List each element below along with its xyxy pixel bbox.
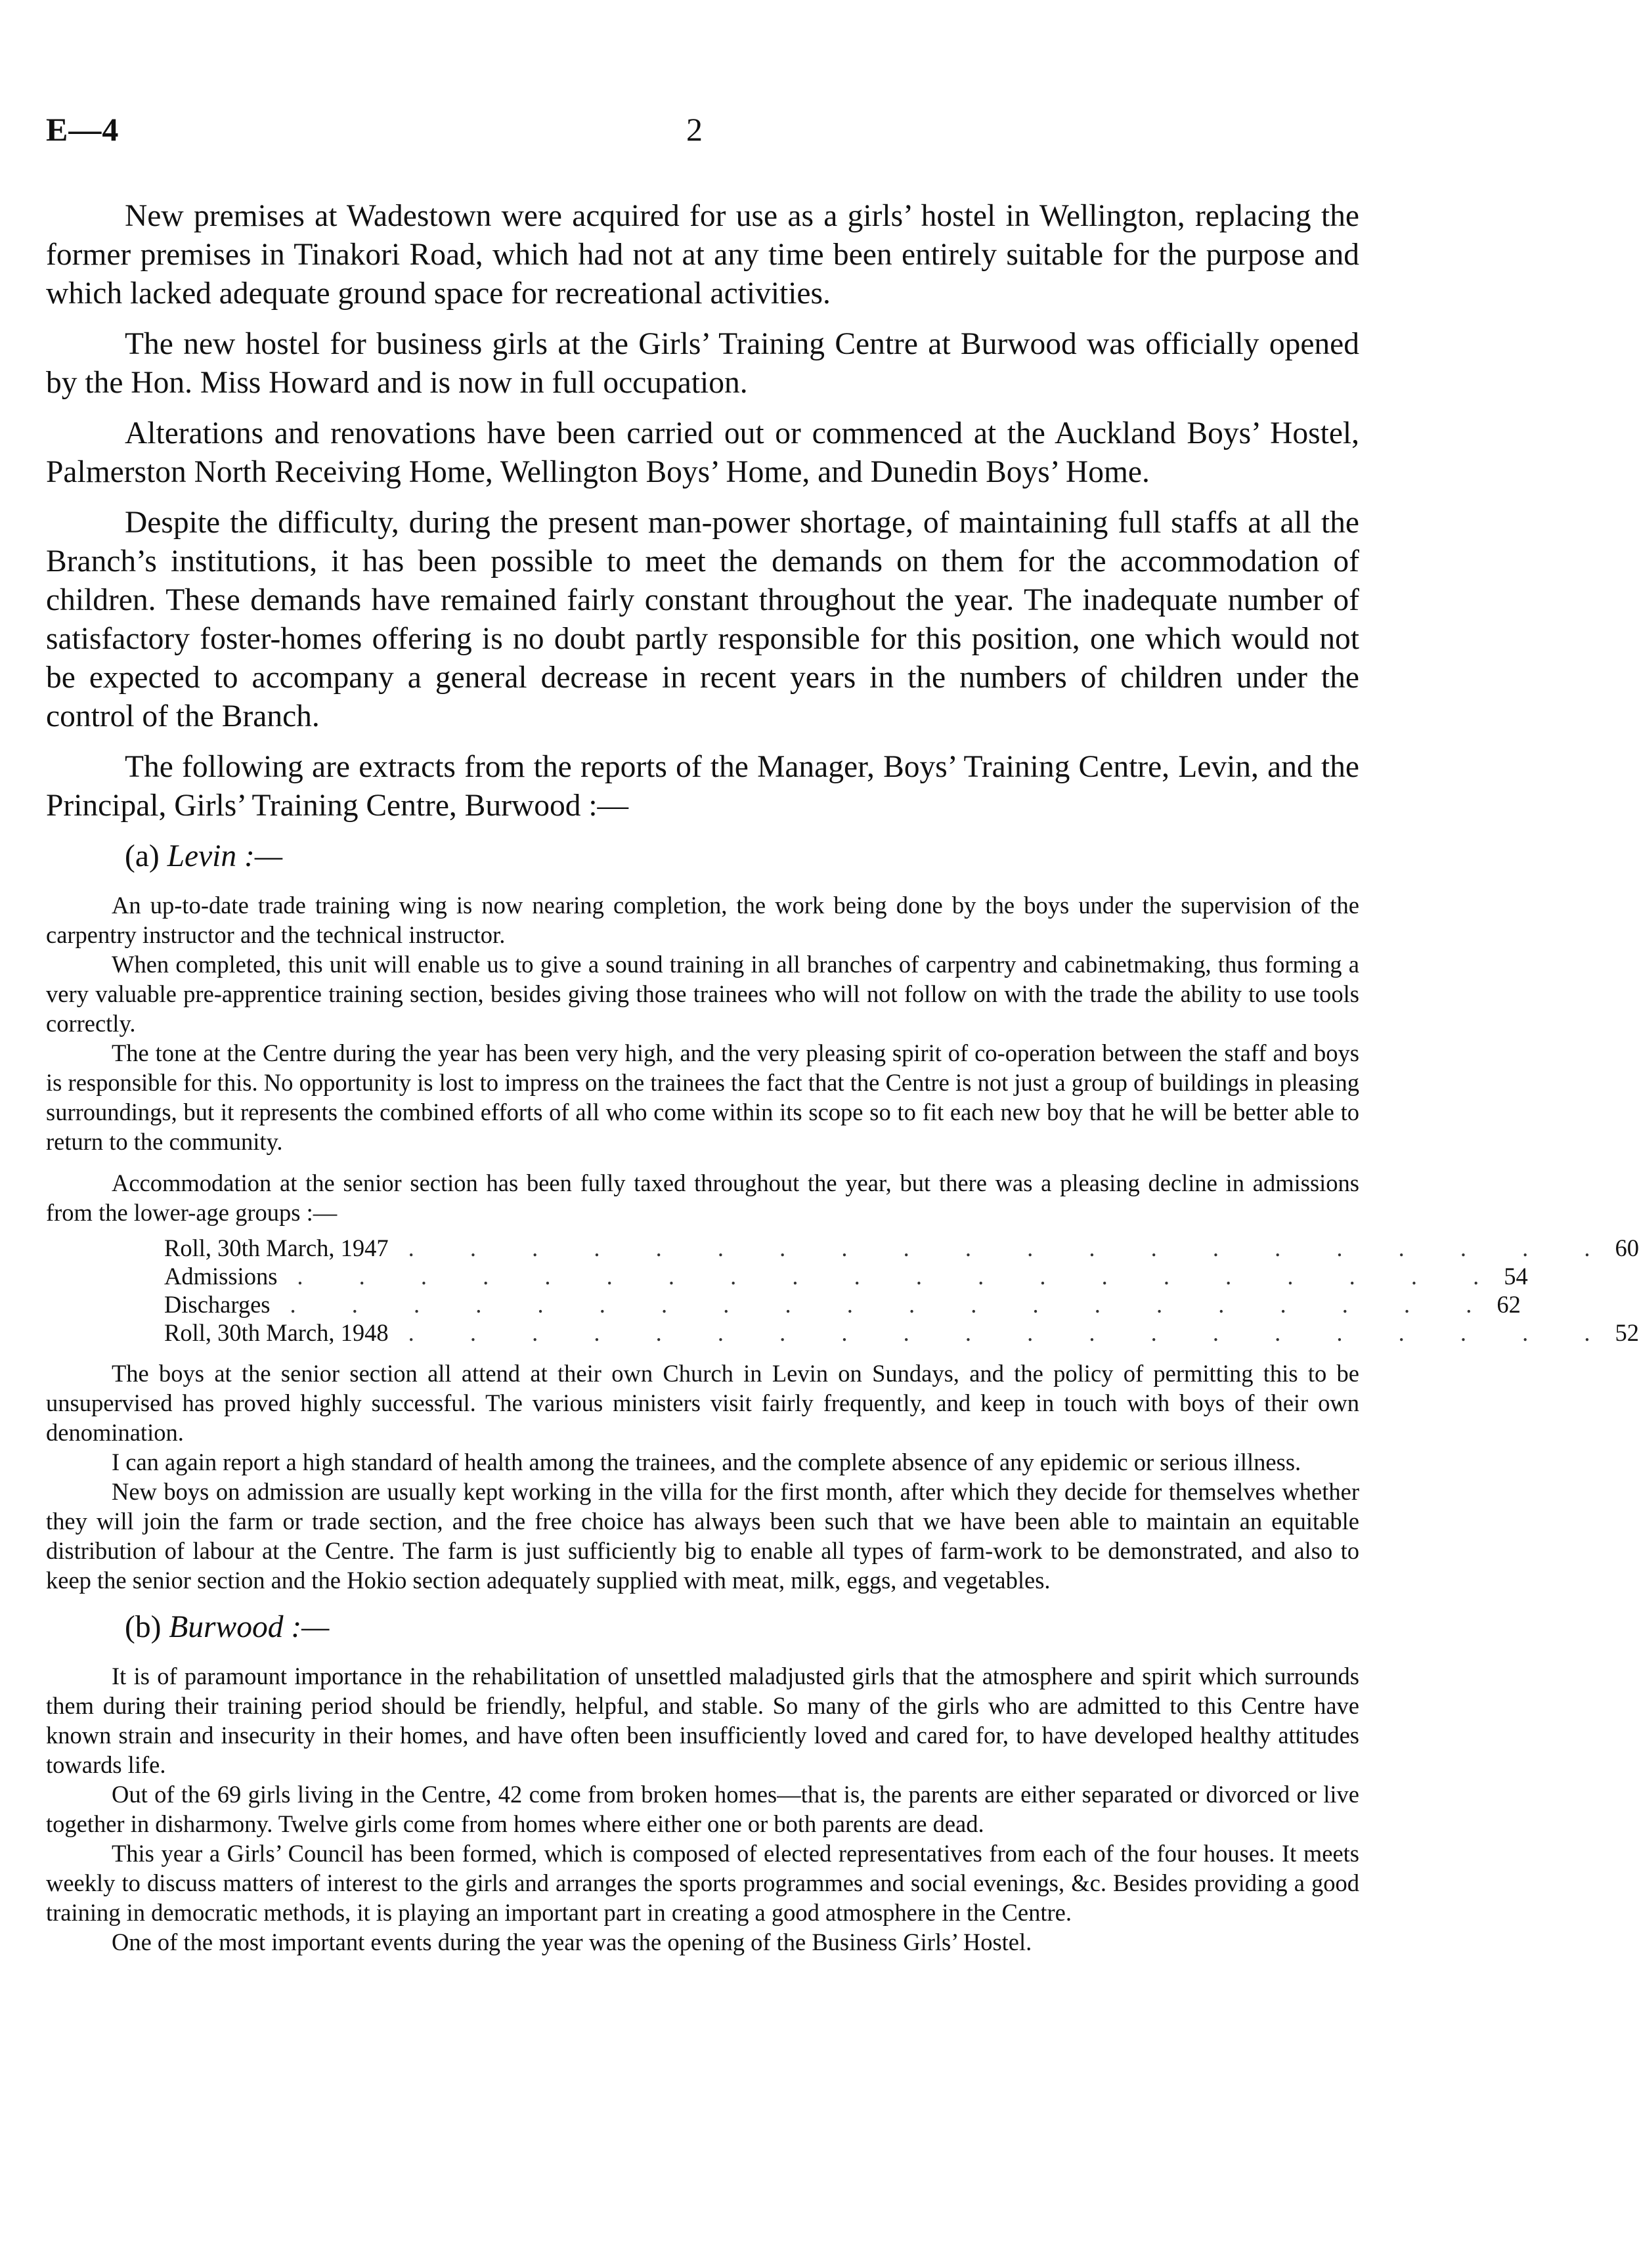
section-heading-levin: [125, 837, 1359, 876]
section-label: (b): [125, 1610, 162, 1644]
stat-label: Discharges: [164, 1291, 271, 1318]
levin-paragraph: An up-to-date trade training wing is now nearing completion, the work being done by the boys under the supervision of the carpentry instructor and the technical instructor.: [46, 892, 1359, 948]
burwood-paragraph: Out of the 69 girls living in the Centre, 42 come from broken homes—that is, the parents are either separated or divorced or live together in disharmony. Twelve girls come from homes where either one or both parents are dead.: [46, 1781, 1359, 1837]
stat-value: 54: [1504, 1263, 1528, 1290]
section-title: Burwood :—: [169, 1610, 330, 1644]
burwood-paragraph: This year a Girls’ Council has been formed, which is composed of elected representatives from each of the four houses. It meets weekly to discuss matters of interest to the girls and arranges the sports programmes and social evenings, &c. Besides providing a good training in democratic methods, it is playing an important part in creating a good atmosphere in the Centre.: [46, 1840, 1359, 1926]
section-heading-burwood: [125, 1608, 1359, 1647]
section-label: (a): [125, 839, 160, 873]
dot-leader: . . . . . . . . . . . . . . . . . . . .: [297, 1263, 1504, 1290]
levin-paragraph: The boys at the senior section all attend at their own Church in Levin on Sundays, and the policy of permitting this to be unsupervised has proved highly successful. The various ministers visit fairly frequently, and keep in touch with boys of their own denomination.: [46, 1360, 1359, 1446]
paragraph-extracts-intro: The following are extracts from the reports of the Manager, Boys’ Training Centre, Levin, and the Principal, Girls’ Training Centre, Burwood :—: [46, 750, 1359, 823]
paragraph-alterations: Alterations and renovations have been carried out or commenced at the Auckland Boys’ Hostel, Palmerston North Receiving Home, Wellington Boys’ Home, and Dunedin Boys’ Home.: [46, 416, 1359, 489]
section-title: Levin :—: [167, 839, 283, 873]
levin-paragraph: Accommodation at the senior section has been fully taxed throughout the year, but there was a pleasing decline in admissions from the lower-age groups :—: [46, 1169, 1359, 1226]
paragraph-manpower: Despite the difficulty, during the present man-power shortage, of maintaining full staffs at all the Branch’s institutions, it has been possible to meet the demands on them for the accommodation of children. These demands have remained fairly constant throughout the year. The inadequate number of satisfactory foster-homes offering is no doubt partly responsible for this position, one which would not be expected to accompany a general decrease in recent years in the numbers of children under the control of the Branch.: [46, 506, 1359, 733]
stat-label: Admissions: [164, 1263, 278, 1290]
stat-value: 62: [1497, 1291, 1521, 1318]
paragraph-wadestown: New premises at Wadestown were acquired for use as a girls’ hostel in Wellington, replacing the former premises in Tinakori Road, which had not at any time been entirely suitable for the purpose and which lacked adequate ground space for recreational activities.: [46, 199, 1359, 311]
table-row: [164, 1290, 1521, 1319]
page-number: 2: [686, 111, 703, 148]
levin-paragraph: I can again report a high standard of health among the trainees, and the complete absence of any epidemic or serious illness.: [112, 1449, 1301, 1475]
levin-paragraph: The tone at the Centre during the year has been very high, and the very pleasing spirit of co-operation between the staff and boys is responsible for this. No opportunity is lost to impress on the trainees the fact that the Centre is not just a group of buildings in pleasing surroundings, but it represents the combined efforts of all who come within its scope so to fit each new boy that he will be better able to return to the community.: [46, 1039, 1359, 1155]
burwood-paragraph: One of the most important events during the year was the opening of the Business Girls’ Hostel.: [112, 1929, 1032, 1955]
table-row: [164, 1319, 1639, 1347]
table-row: [164, 1262, 1528, 1290]
levin-paragraph: When completed, this unit will enable us to give a sound training in all branches of carpentry and cabinetmaking, thus forming a very valuable pre-apprentice training section, besides giving those trainees who will not follow on with the trade the ability to use tools correctly.: [46, 951, 1359, 1037]
document-reference: E—4: [46, 111, 120, 148]
stat-label: Roll, 30th March, 1947: [164, 1234, 389, 1261]
dot-leader: . . . . . . . . . . . . . . . . . . . .: [408, 1234, 1615, 1261]
burwood-paragraph: It is of paramount importance in the rehabilitation of unsettled maladjusted girls that the atmosphere and spirit which surrounds them during their training period should be friendly, helpful, and stable. So many of the girls who are admitted to this Centre have known strain and insecurity in their homes, and have often been insufficiently loved and cared for, to have developed healthy attitudes towards life.: [46, 1663, 1359, 1778]
table-row: [164, 1234, 1639, 1262]
levin-paragraph: New boys on admission are usually kept working in the villa for the first month, after which they decide for themselves whether they will join the farm or trade section, and the free choice has always been such that we have been able to maintain an equitable distribution of labour at the Centre. The farm is just sufficiently big to enable all types of farm-work to be demonstrated, and also to keep the senior section and the Hokio section adequately supplied with meat, milk, eggs, and vegetables.: [46, 1478, 1359, 1594]
roll-statistics-table: [164, 1234, 1639, 1347]
dot-leader: . . . . . . . . . . . . . . . . . . . .: [290, 1291, 1497, 1318]
stat-value: 60: [1615, 1234, 1639, 1261]
intro-section: [46, 197, 1639, 1957]
paragraph-burwood-hostel: The new hostel for business girls at the Girls’ Training Centre at Burwood was officially opened by the Hon. Miss Howard and is now in full occupation.: [46, 327, 1359, 400]
dot-leader: . . . . . . . . . . . . . . . . . . . .: [408, 1319, 1615, 1346]
stat-value: 52: [1615, 1319, 1639, 1346]
stat-label: Roll, 30th March, 1948: [164, 1319, 389, 1346]
